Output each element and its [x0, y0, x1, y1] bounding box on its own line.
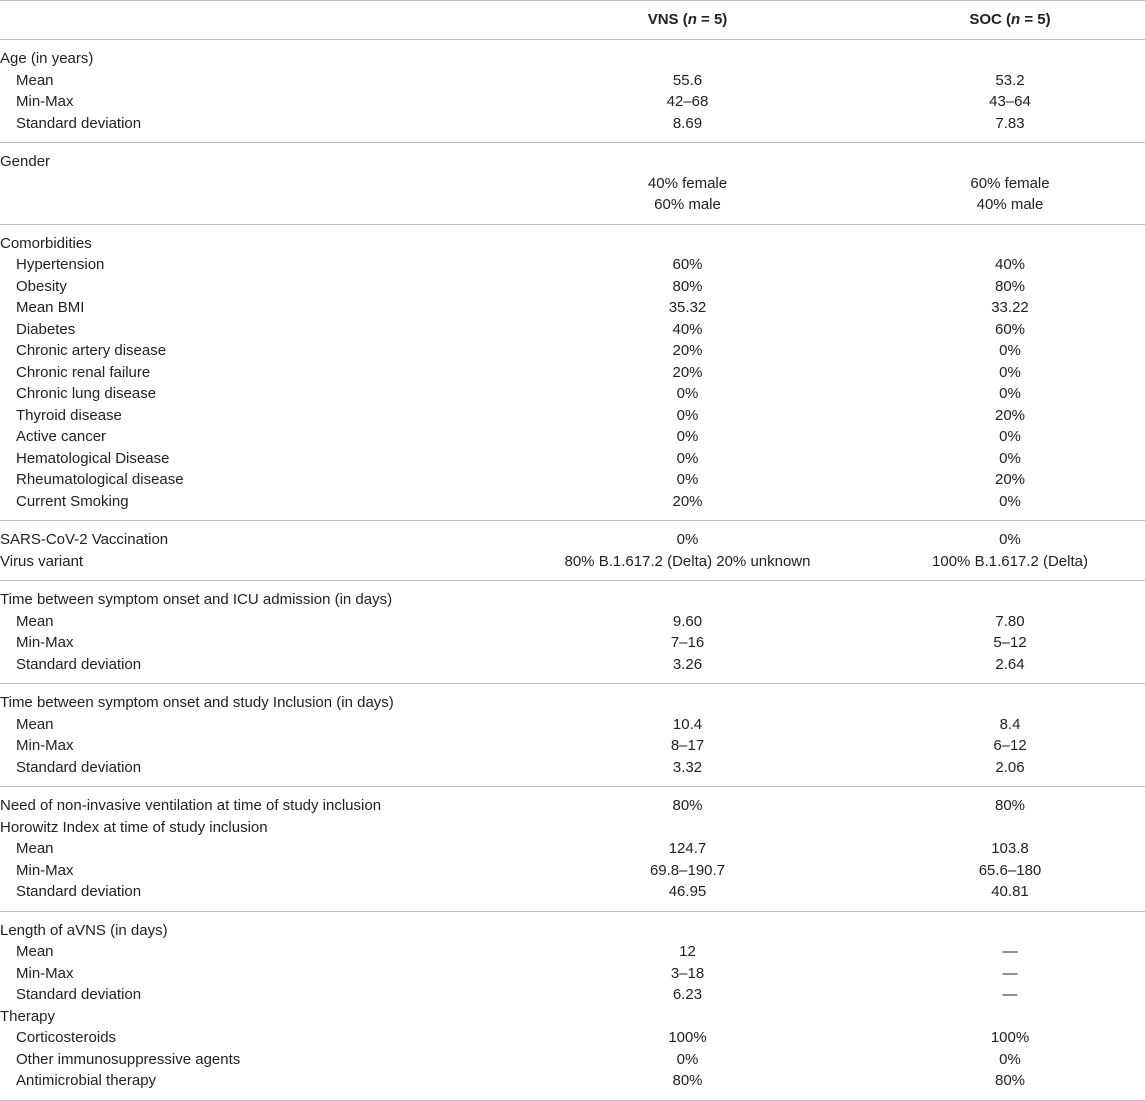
vns-value: 8.69 — [672, 114, 703, 132]
table-row — [0, 963, 1145, 985]
table-row — [0, 113, 1145, 143]
section-divider-line — [0, 1100, 1145, 1101]
table-row — [0, 362, 1145, 384]
vns-value — [500, 40, 875, 70]
soc-value: 8.4 — [999, 715, 1021, 733]
vns-value: 55.6 — [672, 71, 703, 89]
vns-value: 40% — [672, 320, 703, 338]
soc-value: 53.2 — [995, 71, 1025, 89]
table-row — [0, 654, 1145, 684]
soc-value — [875, 143, 1145, 173]
row-label: Min-Max — [16, 861, 74, 879]
row-label: Need of non-invasive ventilation at time of study inclusion — [0, 797, 382, 814]
row-label: Virus variant — [0, 552, 84, 570]
vns-value: 60% — [672, 256, 703, 273]
row-label: Active cancer — [16, 428, 107, 445]
table-row — [0, 143, 1145, 173]
vns-value: 7–16 — [670, 634, 705, 651]
row-label: Mean BMI — [16, 299, 85, 316]
soc-value: 103.8 — [991, 840, 1029, 857]
table-row — [0, 735, 1145, 757]
header-vns-n: n — [687, 11, 697, 28]
table-row — [0, 405, 1145, 427]
row-label: Mean — [16, 71, 54, 89]
table-row — [0, 684, 1145, 714]
table-row — [0, 838, 1145, 860]
vns-value: 0% — [676, 449, 699, 467]
soc-value: 0% — [999, 342, 1021, 359]
soc-value: 100% B.1.617.2 (Delta) — [932, 552, 1088, 570]
row-label: Standard deviation — [16, 655, 142, 673]
row-label: Diabetes — [16, 320, 76, 338]
soc-value: 100% — [990, 1029, 1030, 1046]
vns-value: 0% — [676, 471, 699, 488]
header-soc — [875, 1, 1145, 40]
row-label: Therapy — [0, 1007, 56, 1025]
soc-value — [875, 684, 1145, 714]
soc-value: — — [1002, 943, 1018, 960]
header-soc-prefix: SOC ( — [969, 11, 1012, 28]
vns-value: 46.95 — [668, 883, 707, 900]
vns-value: 6.23 — [672, 986, 703, 1003]
vns-value: 20% — [672, 342, 703, 359]
vns-value: 20% — [672, 492, 703, 510]
vns-value: 69.8–190.7 — [649, 861, 726, 879]
header-vns-prefix: VNS ( — [647, 11, 688, 28]
vns-value: 0% — [676, 1050, 699, 1068]
table-row — [0, 448, 1145, 470]
row-label: Standard deviation — [16, 883, 142, 900]
row-label: Chronic lung disease — [16, 385, 157, 402]
section-divider — [0, 1100, 1145, 1101]
header-vns — [500, 1, 875, 40]
table-row — [0, 1006, 1145, 1028]
soc-value — [875, 911, 1145, 941]
table-row — [0, 340, 1145, 362]
soc-value: 40% — [994, 256, 1026, 273]
vns-value: 20% — [672, 363, 703, 381]
table-row — [0, 297, 1145, 319]
soc-value: 20% — [994, 471, 1026, 488]
soc-value: 80% — [994, 1072, 1026, 1089]
soc-value: 40% male — [976, 196, 1044, 213]
soc-value: — — [1002, 986, 1018, 1003]
soc-value: 40.81 — [991, 883, 1029, 900]
vns-value: 8–17 — [670, 737, 705, 754]
vns-value: 80% — [672, 1072, 703, 1089]
row-label: Hematological Disease — [16, 449, 170, 467]
row-label: Length of aVNS (in days) — [0, 921, 168, 939]
vns-value — [500, 817, 875, 839]
soc-value — [875, 40, 1145, 70]
table-row — [0, 860, 1145, 882]
table-row — [0, 581, 1145, 611]
vns-value: 10.4 — [672, 715, 703, 733]
table-row — [0, 254, 1145, 276]
row-label: Chronic renal failure — [16, 363, 151, 381]
table-row — [0, 194, 1145, 224]
vns-value: 35.32 — [668, 299, 707, 316]
row-label: Other immunosuppressive agents — [16, 1050, 241, 1068]
soc-value: 43–64 — [989, 93, 1031, 110]
row-label: Age (in years) — [0, 50, 94, 67]
row-label: Rheumatological disease — [16, 471, 184, 488]
row-label: Min-Max — [16, 964, 74, 982]
row-label: Obesity — [16, 277, 67, 295]
soc-value: 0% — [999, 531, 1021, 548]
vns-value: 0% — [676, 385, 699, 402]
vns-value: 80% — [672, 277, 703, 295]
soc-value: 0% — [999, 492, 1021, 510]
soc-value — [875, 817, 1145, 839]
vns-value — [500, 1006, 875, 1028]
soc-value: 60% — [994, 320, 1026, 338]
table-row — [0, 787, 1145, 817]
soc-value: 0% — [999, 449, 1021, 467]
table-row — [0, 40, 1145, 70]
vns-value: 12 — [679, 943, 696, 960]
table-row — [0, 941, 1145, 963]
row-label: Comorbidities — [0, 234, 92, 252]
table-row — [0, 1027, 1145, 1049]
vns-value — [500, 224, 875, 254]
table-row — [0, 173, 1145, 195]
soc-value: 0% — [999, 385, 1021, 402]
vns-value: 124.7 — [668, 840, 707, 857]
soc-value: 33.22 — [991, 299, 1029, 316]
vns-value: 42–68 — [666, 93, 709, 110]
table-row — [0, 91, 1145, 113]
soc-value: — — [1002, 964, 1018, 982]
soc-value: 0% — [999, 1050, 1021, 1068]
soc-value: 20% — [994, 406, 1026, 424]
vns-value — [500, 143, 875, 173]
table-row — [0, 383, 1145, 405]
table-row — [0, 521, 1145, 551]
vns-value: 80% B.1.617.2 (Delta) 20% unknown — [564, 552, 811, 570]
row-label: Mean — [16, 840, 54, 857]
table-row — [0, 70, 1145, 92]
row-label: SARS-CoV-2 Vaccination — [0, 531, 169, 548]
table-row — [0, 911, 1145, 941]
soc-value: 0% — [999, 363, 1021, 381]
vns-value — [500, 684, 875, 714]
soc-value: 2.64 — [995, 655, 1025, 673]
header-vns-suffix: = 5) — [696, 11, 728, 28]
soc-value: 0% — [999, 428, 1021, 445]
soc-value: 7.83 — [995, 114, 1025, 132]
table-row — [0, 276, 1145, 298]
soc-value: 5–12 — [993, 634, 1027, 651]
row-label: Antimicrobial therapy — [16, 1072, 157, 1089]
vns-value: 0% — [676, 531, 699, 548]
header-label-cell — [0, 1, 500, 40]
row-label: Min-Max — [16, 634, 74, 651]
vns-value: 0% — [676, 428, 699, 445]
vns-value: 40% female — [647, 174, 728, 192]
row-label: Mean — [16, 943, 54, 960]
row-label: Min-Max — [16, 93, 74, 110]
vns-value: 0% — [676, 406, 699, 424]
vns-value: 3.32 — [672, 758, 703, 776]
soc-value: 6–12 — [993, 737, 1027, 754]
table-row — [0, 224, 1145, 254]
row-label: Hypertension — [16, 256, 105, 273]
row-label: Corticosteroids — [16, 1029, 117, 1046]
vns-value — [500, 911, 875, 941]
soc-value: 80% — [994, 277, 1026, 295]
table-row — [0, 1049, 1145, 1071]
row-label: Mean — [16, 612, 54, 630]
row-label: Mean — [16, 715, 54, 733]
row-label: Thyroid disease — [16, 406, 122, 424]
table-row — [0, 491, 1145, 521]
row-label: Standard deviation — [16, 758, 142, 776]
soc-value — [875, 224, 1145, 254]
soc-value: 65.6–180 — [978, 861, 1042, 879]
row-label: Horowitz Index at time of study inclusion — [0, 818, 268, 836]
table-row — [0, 469, 1145, 491]
vns-value: 3–18 — [670, 964, 705, 982]
vns-value: 3.26 — [672, 655, 703, 673]
vns-value — [500, 581, 875, 611]
vns-value: 80% — [672, 797, 703, 814]
soc-value — [875, 1006, 1145, 1028]
soc-value: 7.80 — [995, 612, 1025, 630]
row-label: Current Smoking — [16, 492, 129, 510]
table-row — [0, 551, 1145, 581]
row-label: Min-Max — [16, 737, 74, 754]
table-body — [0, 40, 1145, 1101]
row-label: Time between symptom onset and study Inclusion (in days) — [0, 694, 394, 711]
table-row — [0, 984, 1145, 1006]
row-label: Time between symptom onset and ICU admission (in days) — [0, 591, 393, 608]
table-row — [0, 611, 1145, 633]
vns-value: 9.60 — [672, 612, 703, 630]
header-soc-suffix: = 5) — [1020, 11, 1051, 28]
row-label: Chronic artery disease — [16, 342, 167, 359]
row-label: Gender — [0, 153, 51, 170]
vns-value: 60% male — [654, 196, 721, 213]
soc-value: 2.06 — [995, 758, 1025, 776]
table-row — [0, 881, 1145, 911]
row-label — [0, 194, 500, 224]
vns-value: 100% — [668, 1029, 707, 1046]
table-row — [0, 319, 1145, 341]
table-header-row — [0, 1, 1145, 40]
row-label: Standard deviation — [16, 114, 142, 132]
table-row — [0, 1070, 1145, 1100]
table-row — [0, 757, 1145, 787]
row-label — [0, 173, 500, 195]
soc-value: 80% — [994, 797, 1026, 814]
header-soc-n: n — [1011, 11, 1021, 28]
soc-value: 60% female — [970, 174, 1050, 192]
soc-value — [875, 581, 1145, 611]
table-row — [0, 817, 1145, 839]
table-row — [0, 426, 1145, 448]
table-row — [0, 714, 1145, 736]
row-label: Standard deviation — [16, 986, 142, 1003]
table-row — [0, 632, 1145, 654]
